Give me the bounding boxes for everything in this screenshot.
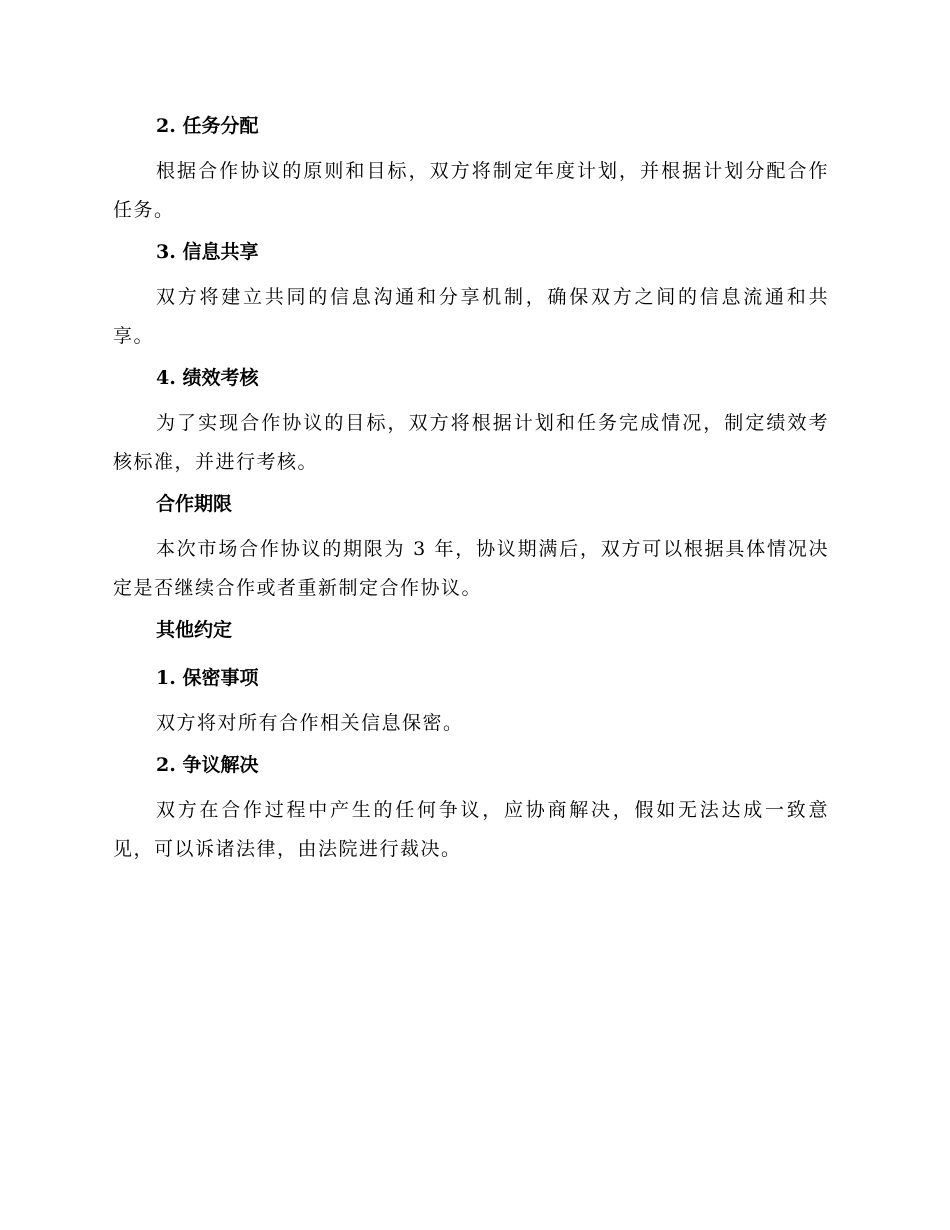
section-cooperation-term — [113, 488, 829, 608]
section-paragraph: 双方将建立共同的信息沟通和分享机制，确保双方之间的信息流通和共享。 — [113, 286, 829, 347]
section-information-sharing — [113, 236, 829, 356]
section-task-allocation — [113, 110, 829, 230]
section-paragraph: 为了实现合作协议的目标，双方将根据计划和任务完成情况，制定绩效考核标准，并进行考核。 — [113, 412, 829, 473]
section-heading: 1. 保密事项 — [156, 667, 259, 689]
section-paragraph: 双方在合作过程中产生的任何争议，应协商解决，假如无法达成一致意见，可以诉诸法律，由法院进行裁决。 — [113, 799, 829, 860]
section-other-agreements — [113, 614, 829, 646]
section-heading: 4. 绩效考核 — [156, 367, 259, 389]
section-confidentiality — [113, 662, 829, 743]
section-performance-review — [113, 362, 829, 482]
section-heading: 3. 信息共享 — [156, 241, 259, 263]
section-dispute-resolution — [113, 749, 829, 869]
section-paragraph: 根据合作协议的原则和目标，双方将制定年度计划，并根据计划分配合作任务。 — [113, 160, 829, 221]
document-body — [113, 110, 829, 869]
section-heading: 合作期限 — [156, 493, 233, 515]
section-heading: 2. 争议解决 — [156, 754, 259, 776]
section-paragraph: 本次市场合作协议的期限为 3 年，协议期满后，双方可以根据具体情况决定是否继续合作或者重新制定合作协议。 — [113, 538, 829, 599]
section-paragraph: 双方将对所有合作相关信息保密。 — [156, 712, 464, 734]
section-heading: 其他约定 — [156, 619, 233, 641]
section-heading: 2. 任务分配 — [156, 115, 259, 137]
